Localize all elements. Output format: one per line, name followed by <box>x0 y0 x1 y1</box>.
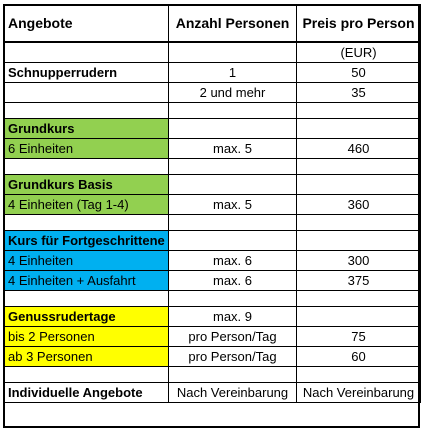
table-row <box>4 271 421 291</box>
table-row <box>4 383 421 403</box>
cell-angebot: Kurs für Fortgeschrittene <box>4 231 169 251</box>
cell-anzahl-personen: 1 <box>169 63 297 83</box>
cell-anzahl-personen: max. 5 <box>169 195 297 215</box>
cell-preis <box>297 291 421 307</box>
cell-anzahl-personen: pro Person/Tag <box>169 347 297 367</box>
cell-angebot: Grundkurs Basis <box>4 175 169 195</box>
price-sheet <box>3 4 420 428</box>
table-row <box>4 83 421 103</box>
spacer-row <box>4 291 421 307</box>
cell-anzahl-personen <box>169 119 297 139</box>
spacer-row <box>4 159 421 175</box>
cell-anzahl-personen <box>169 215 297 231</box>
cell-preis: 300 <box>297 251 421 271</box>
spacer-row <box>4 215 421 231</box>
cell-anzahl-personen <box>169 175 297 195</box>
table-row <box>4 327 421 347</box>
cell-preis <box>297 307 421 327</box>
price-table <box>3 4 421 403</box>
table-row <box>4 175 421 195</box>
cell-preis <box>297 175 421 195</box>
cell-preis: 75 <box>297 327 421 347</box>
table-row <box>4 195 421 215</box>
table-row <box>4 42 421 63</box>
cell-preis <box>297 103 421 119</box>
table-row <box>4 139 421 159</box>
cell-anzahl-personen <box>169 42 297 63</box>
cell-anzahl-personen <box>169 103 297 119</box>
cell-angebot <box>4 83 169 103</box>
cell-anzahl-personen <box>169 231 297 251</box>
table-row <box>4 307 421 327</box>
cell-preis: 360 <box>297 195 421 215</box>
cell-angebot: 4 Einheiten <box>4 251 169 271</box>
cell-angebot: bis 2 Personen <box>4 327 169 347</box>
cell-anzahl-personen <box>169 367 297 383</box>
cell-preis: Nach Vereinbarung <box>297 383 421 403</box>
cell-preis: 50 <box>297 63 421 83</box>
table-row <box>4 347 421 367</box>
cell-anzahl-personen: Nach Vereinbarung <box>169 383 297 403</box>
cell-anzahl-personen: max. 9 <box>169 307 297 327</box>
cell-anzahl-personen <box>169 159 297 175</box>
cell-angebot: 6 Einheiten <box>4 139 169 159</box>
cell-preis <box>297 119 421 139</box>
cell-angebot: Grundkurs <box>4 119 169 139</box>
header-preis-pro-person: Preis pro Person <box>297 5 421 43</box>
cell-angebot <box>4 291 169 307</box>
cell-preis <box>297 231 421 251</box>
table-row <box>4 119 421 139</box>
cell-angebot: Individuelle Angebote <box>4 383 169 403</box>
header-anzahl-personen: Anzahl Personen <box>169 5 297 43</box>
cell-angebot: ab 3 Personen <box>4 347 169 367</box>
cell-angebot <box>4 367 169 383</box>
cell-anzahl-personen: max. 5 <box>169 139 297 159</box>
cell-preis: 60 <box>297 347 421 367</box>
cell-angebot <box>4 42 169 63</box>
header-angebote: Angebote <box>4 5 169 43</box>
cell-angebot <box>4 215 169 231</box>
cell-preis <box>297 159 421 175</box>
cell-preis <box>297 215 421 231</box>
cell-preis: 375 <box>297 271 421 291</box>
cell-angebot <box>4 159 169 175</box>
table-row <box>4 251 421 271</box>
cell-angebot <box>4 103 169 119</box>
spacer-row <box>4 367 421 383</box>
cell-anzahl-personen <box>169 291 297 307</box>
cell-anzahl-personen: max. 6 <box>169 251 297 271</box>
cell-angebot: 4 Einheiten (Tag 1-4) <box>4 195 169 215</box>
cell-anzahl-personen: pro Person/Tag <box>169 327 297 347</box>
cell-preis: 460 <box>297 139 421 159</box>
table-row <box>4 63 421 83</box>
cell-preis: (EUR) <box>297 42 421 63</box>
table-row <box>4 231 421 251</box>
cell-angebot: Genussrudertage <box>4 307 169 327</box>
cell-anzahl-personen: max. 6 <box>169 271 297 291</box>
cell-angebot: Schnupperrudern <box>4 63 169 83</box>
cell-angebot: 4 Einheiten + Ausfahrt <box>4 271 169 291</box>
spacer-row <box>4 103 421 119</box>
header-row <box>4 5 421 43</box>
cell-anzahl-personen: 2 und mehr <box>169 83 297 103</box>
cell-preis <box>297 367 421 383</box>
cell-preis: 35 <box>297 83 421 103</box>
